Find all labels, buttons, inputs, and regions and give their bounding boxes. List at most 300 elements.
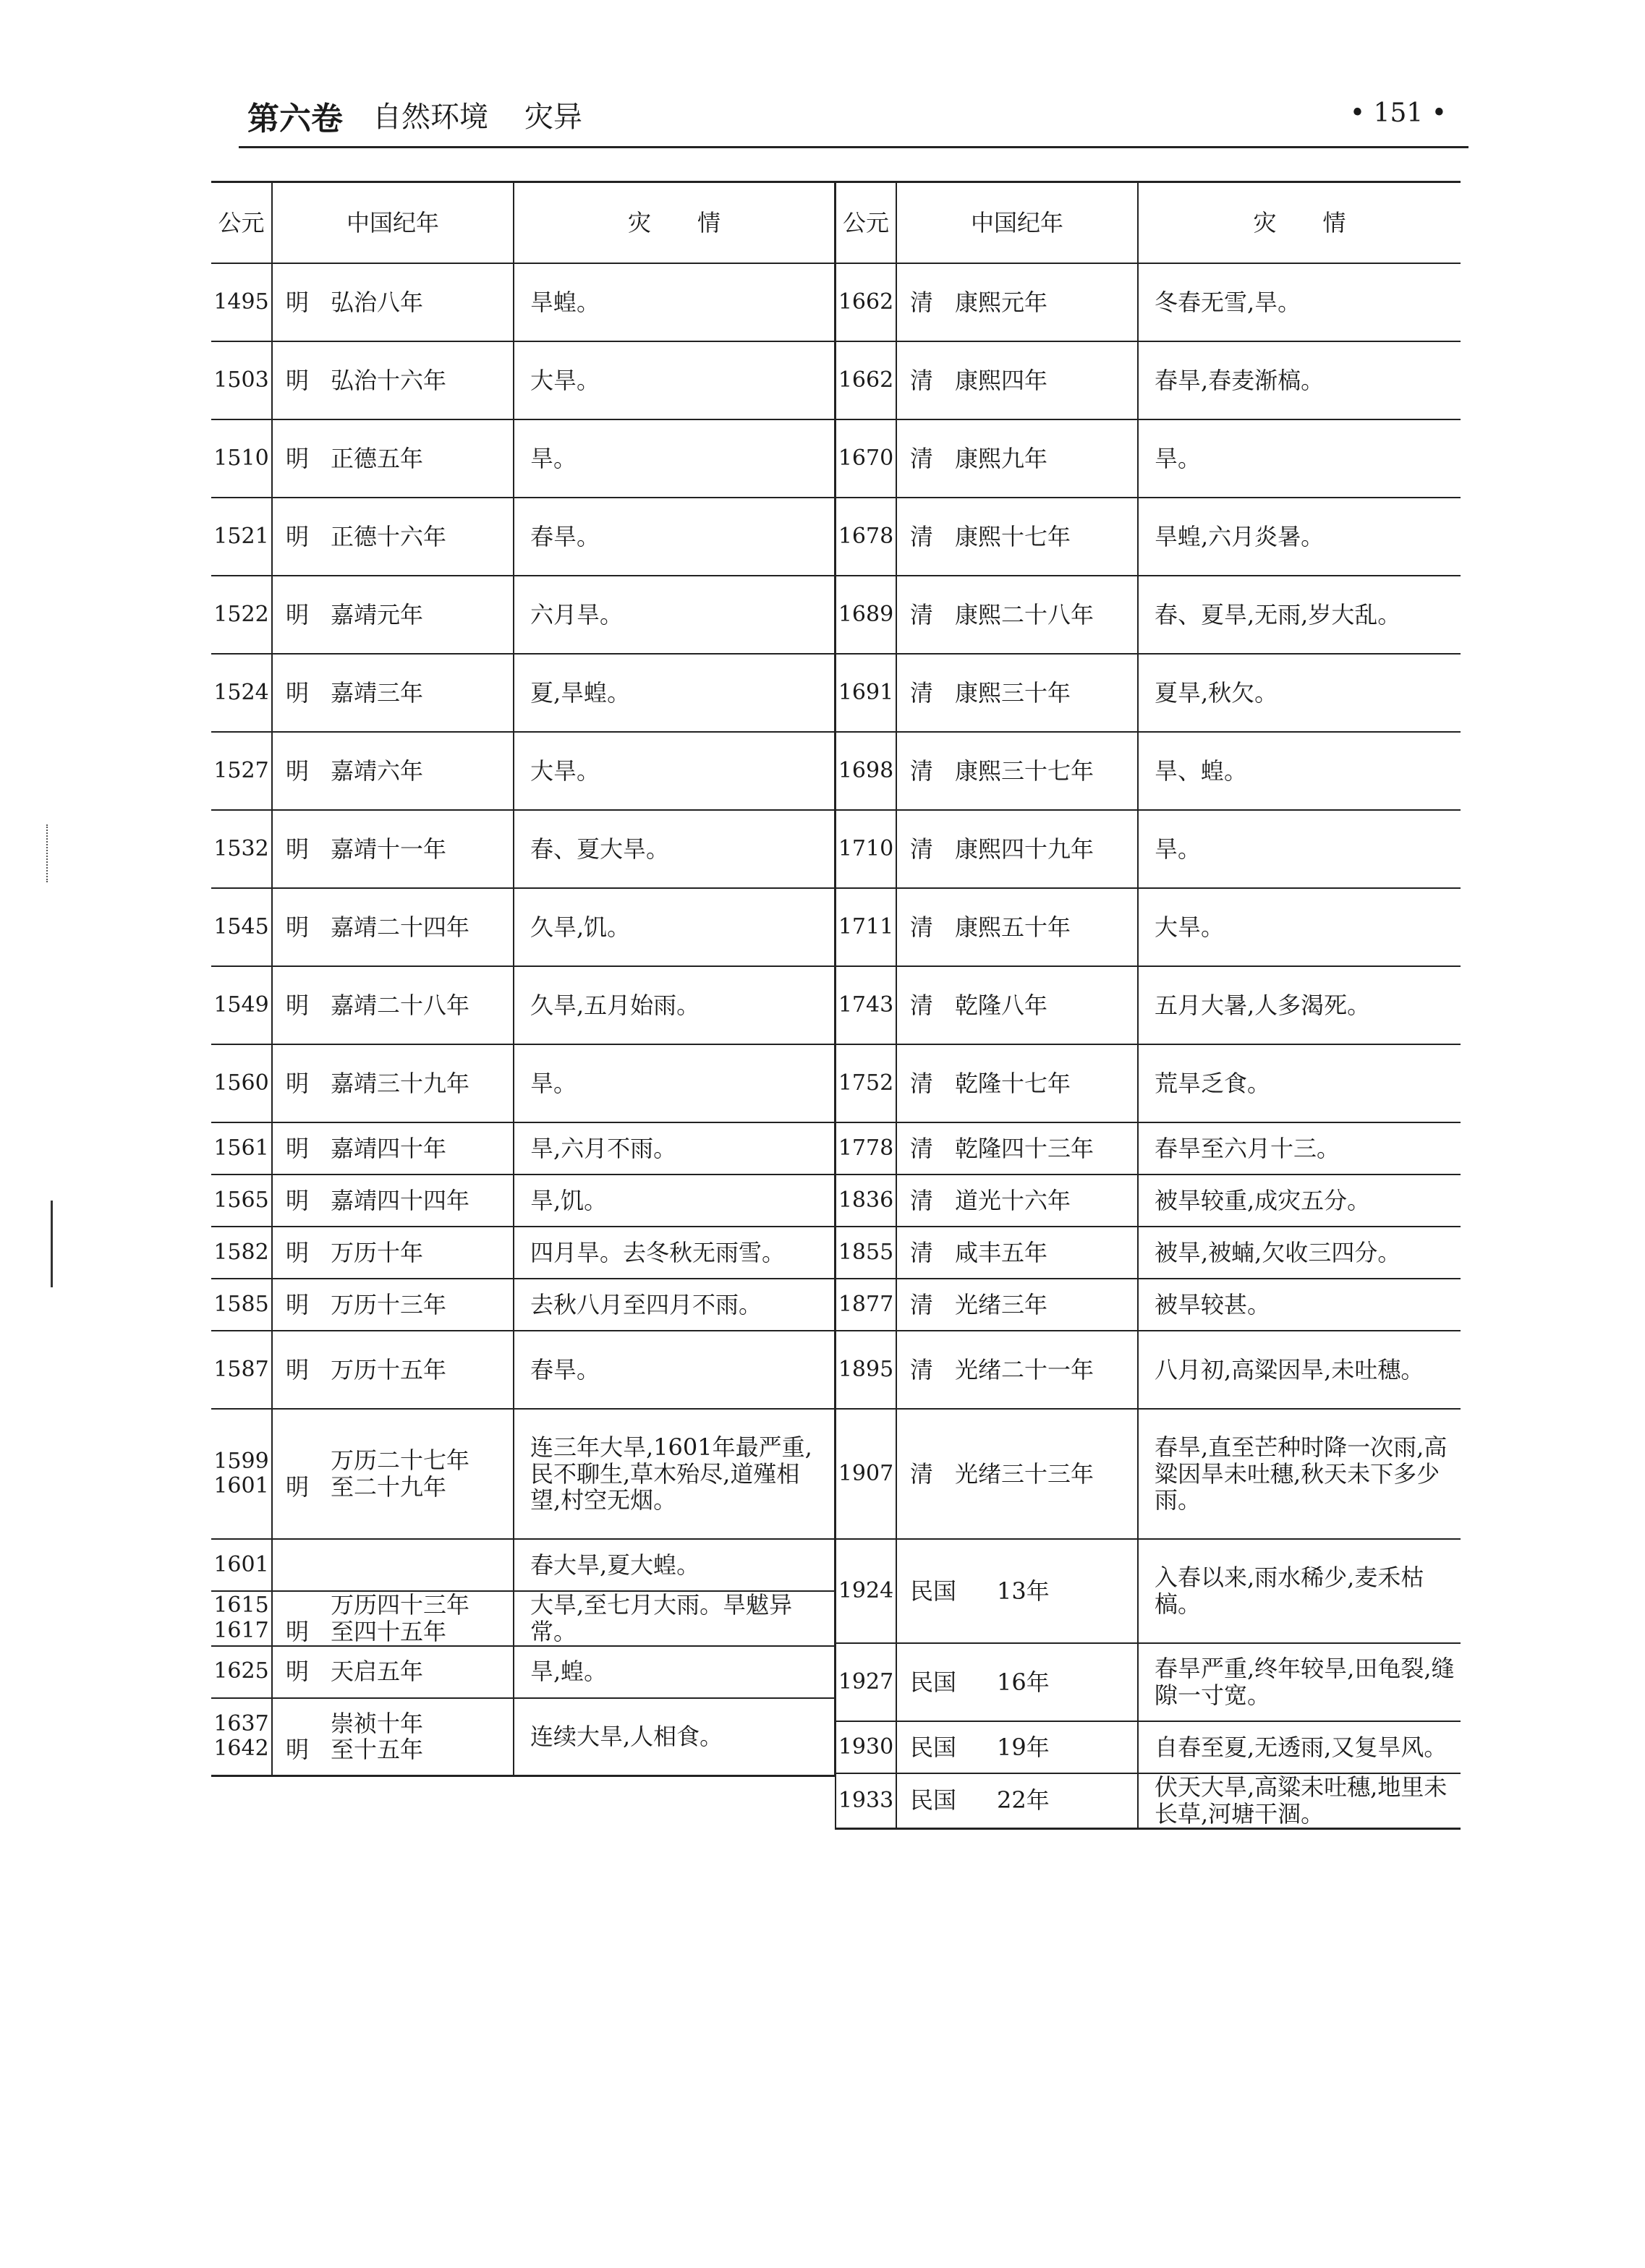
table-row [836, 1331, 1461, 1409]
year-value: 1545 [213, 913, 269, 939]
dynasty: 明 [286, 600, 310, 628]
dynasty: 清 [910, 1290, 934, 1318]
year-cell [836, 498, 896, 576]
dynasty: 明 [286, 991, 310, 1019]
header-rule [239, 146, 1468, 148]
dynasty: 明 [286, 444, 310, 472]
era-cell [896, 654, 1138, 732]
year-cell [211, 1044, 272, 1122]
disaster-text: 大旱。 [530, 756, 600, 785]
era-cell [272, 1409, 514, 1539]
year-cell [836, 1539, 896, 1643]
era-cell [272, 1646, 514, 1698]
disaster-text: 旱,蝗。 [530, 1658, 608, 1686]
disaster-cell [514, 966, 835, 1044]
reign-title: 嘉靖三十九年 [331, 1069, 470, 1097]
era-cell [272, 966, 514, 1044]
dynasty: 明 [286, 288, 310, 316]
dynasty: 清 [910, 522, 934, 550]
era-cell [896, 810, 1138, 888]
disaster-text: 旱。 [530, 444, 577, 472]
reign-title: 嘉靖元年 [331, 600, 424, 628]
year-cell [211, 1279, 272, 1331]
dynasty: 清 [910, 991, 934, 1019]
disaster-text: 春、夏大旱。 [530, 835, 670, 863]
table-row [836, 341, 1461, 419]
reign-title: 康熙三十七年 [955, 756, 1094, 785]
era-cell [896, 1539, 1138, 1643]
disaster-text: 春旱。 [530, 522, 600, 550]
disaster-cell [514, 1539, 835, 1591]
disaster-text: 五月大暑,人多渴死。 [1155, 991, 1371, 1019]
table-row [211, 576, 835, 654]
page-header [239, 93, 1468, 147]
reign-title: 嘉靖十一年 [331, 835, 447, 863]
subsection-title: 灾异 [524, 101, 582, 134]
dynasty: 清 [910, 835, 934, 863]
era-cell [896, 419, 1138, 498]
year-cell [836, 966, 896, 1044]
year-cell [836, 732, 896, 810]
disaster-cell [514, 1227, 835, 1279]
table-row [836, 654, 1461, 732]
era-cell [896, 1643, 1138, 1721]
dynasty: 清 [910, 444, 934, 472]
dynasty: 明 [286, 835, 310, 863]
col-header-year: 公元 [836, 182, 896, 264]
year-value: 1743 [838, 992, 894, 1018]
era-cell [896, 966, 1138, 1044]
dynasty: 清 [910, 1134, 934, 1162]
disaster-cell [1138, 1721, 1461, 1773]
era-cell [272, 1174, 514, 1227]
era-cell [272, 1044, 514, 1122]
reign-title: 嘉靖二十四年 [331, 913, 470, 941]
era-cell [896, 732, 1138, 810]
year-value: 1522 [213, 601, 269, 627]
year-value: 1549 [213, 992, 269, 1018]
table-row [836, 576, 1461, 654]
era-cell [272, 810, 514, 888]
disaster-table-left [211, 181, 836, 1777]
year-cell [211, 732, 272, 810]
dynasty: 民国 [910, 1733, 957, 1761]
year-cell [211, 1698, 272, 1776]
year-cell [836, 1409, 896, 1539]
year-cell [836, 341, 896, 419]
reign-title: 康熙九年 [955, 444, 1048, 472]
table-row [211, 419, 835, 498]
disaster-cell [1138, 1279, 1461, 1331]
year-value: 1585 [213, 1291, 269, 1317]
disaster-cell [1138, 498, 1461, 576]
year-cell [836, 888, 896, 966]
disaster-text: 春旱,春麦渐槁。 [1155, 366, 1325, 394]
year-value: 1662 [838, 289, 894, 315]
disaster-text: 旱,六月不雨。 [530, 1134, 677, 1162]
year-cell [211, 810, 272, 888]
year-cell [836, 263, 896, 341]
year-cell [836, 810, 896, 888]
year-value: 1599 1601 [213, 1448, 269, 1498]
disaster-cell [514, 888, 835, 966]
year-cell [211, 498, 272, 576]
year-value: 1565 [213, 1187, 269, 1213]
reign-title: 道光十六年 [955, 1186, 1071, 1214]
col-header-disaster: 灾 情 [1138, 182, 1461, 264]
reign-title: 乾隆八年 [955, 991, 1048, 1019]
era-cell [896, 1279, 1138, 1331]
year-value: 1601 [213, 1551, 269, 1577]
table-row [836, 1044, 1461, 1122]
col-header-era: 中国纪年 [272, 182, 514, 264]
year-value: 1907 [838, 1460, 894, 1486]
era-cell [272, 1591, 514, 1646]
disaster-text: 春旱严重,终年较旱,田龟裂,缝隙一寸宽。 [1155, 1655, 1455, 1709]
disaster-text: 被旱,被蝻,欠收三四分。 [1155, 1238, 1401, 1266]
page-number: • 151 • [1349, 98, 1447, 128]
era-cell [896, 1044, 1138, 1122]
scan-mark [46, 824, 52, 882]
year-cell [211, 654, 272, 732]
era-cell [896, 1122, 1138, 1174]
era-cell [896, 1409, 1138, 1539]
disaster-text: 四月旱。去冬秋无雨雪。 [530, 1238, 786, 1266]
table-row [836, 1279, 1461, 1331]
table-row [211, 1279, 835, 1331]
year-cell [211, 1122, 272, 1174]
table-row [836, 1539, 1461, 1643]
disaster-cell [514, 498, 835, 576]
reign-title: 康熙元年 [955, 288, 1048, 316]
year-cell [211, 1591, 272, 1646]
year-value: 1532 [213, 835, 269, 861]
table-row [836, 1773, 1461, 1828]
disaster-cell [1138, 576, 1461, 654]
year-cell [211, 419, 272, 498]
disaster-text: 大旱。 [530, 366, 600, 394]
table-row [211, 1591, 835, 1646]
year-cell [836, 1279, 896, 1331]
year-cell [836, 1044, 896, 1122]
reign-title: 万历十五年 [331, 1355, 447, 1384]
dynasty: 清 [910, 1355, 934, 1384]
table-row [836, 810, 1461, 888]
year-cell [836, 654, 896, 732]
dynasty: 明 [286, 1736, 310, 1764]
disaster-cell [1138, 1331, 1461, 1409]
year-value: 1587 [213, 1356, 269, 1382]
table-row [211, 810, 835, 888]
reign-title: 康熙四十九年 [955, 835, 1094, 863]
year-value: 1924 [838, 1577, 894, 1603]
disaster-cell [514, 732, 835, 810]
year-cell [211, 341, 272, 419]
dynasty: 明 [286, 366, 310, 394]
disaster-text: 旱蝗。 [530, 288, 600, 316]
disaster-cell [514, 1646, 835, 1698]
dynasty: 明 [286, 913, 310, 941]
dynasty: 清 [910, 1186, 934, 1214]
dynasty: 清 [910, 913, 934, 941]
year-cell [836, 1721, 896, 1773]
year-value: 1527 [213, 757, 269, 783]
dynasty: 明 [286, 1069, 310, 1097]
reign-title: 康熙三十年 [955, 678, 1071, 707]
disaster-text: 旱。 [1155, 835, 1202, 863]
disaster-text: 入春以来,雨水稀少,麦禾枯槁。 [1155, 1564, 1424, 1618]
era-cell [272, 1279, 514, 1331]
table-row [211, 1698, 835, 1776]
table-row [836, 263, 1461, 341]
year-value: 1521 [213, 523, 269, 549]
disaster-text: 连三年大旱,1601年最严重,民不聊生,草木殆尽,道殣相望,村空无烟。 [530, 1433, 812, 1514]
year-cell [211, 263, 272, 341]
disaster-cell [1138, 1122, 1461, 1174]
year-value: 1662 [838, 367, 894, 393]
disaster-cell [514, 576, 835, 654]
table-row [211, 888, 835, 966]
disaster-text: 春旱,直至芒种时降一次雨,高粱因旱未吐穗,秋天未下多少雨。 [1155, 1433, 1448, 1514]
table-row [211, 654, 835, 732]
disaster-cell [514, 1591, 835, 1646]
disaster-text: 冬春无雪,旱。 [1155, 288, 1301, 316]
era-cell [272, 1122, 514, 1174]
year-value: 1678 [838, 523, 894, 549]
disaster-table-right [835, 181, 1461, 1830]
dynasty: 明 [286, 756, 310, 785]
disaster-text: 伏天大旱,高粱未吐穗,地里未长草,河塘干涸。 [1155, 1773, 1448, 1828]
era-cell [896, 888, 1138, 966]
year-cell [836, 576, 896, 654]
year-cell [836, 1643, 896, 1721]
disaster-text: 被旱较甚。 [1155, 1290, 1271, 1318]
era-cell [272, 732, 514, 810]
era-cell [896, 1773, 1138, 1828]
disaster-text: 春、夏旱,无雨,岁大乱。 [1155, 600, 1401, 628]
reign-title: 崇祯十年 至十五年 [331, 1709, 424, 1764]
table-row [211, 732, 835, 810]
year-value: 1877 [838, 1291, 894, 1317]
year-value: 1524 [213, 679, 269, 705]
disaster-cell [514, 1409, 835, 1539]
disaster-text: 被旱较重,成灾五分。 [1155, 1186, 1371, 1214]
year-cell [211, 1174, 272, 1227]
year-value: 1689 [838, 601, 894, 627]
era-cell [272, 1698, 514, 1776]
year-cell [836, 419, 896, 498]
dynasty: 明 [286, 1238, 310, 1266]
year-value: 1615 1617 [213, 1593, 269, 1643]
reign-title: 22年 [997, 1786, 1050, 1815]
dynasty: 民国 [910, 1577, 957, 1605]
year-value: 1495 [213, 289, 269, 315]
disaster-text: 旱。 [1155, 444, 1202, 472]
col-header-year: 公元 [211, 182, 272, 264]
era-cell [896, 498, 1138, 576]
disaster-text: 春大旱,夏大蝗。 [530, 1551, 700, 1579]
year-value: 1933 [838, 1787, 894, 1813]
dynasty: 清 [910, 1069, 934, 1097]
disaster-cell [514, 1279, 835, 1331]
dynasty: 清 [910, 600, 934, 628]
era-cell [896, 341, 1138, 419]
table-row [836, 1227, 1461, 1279]
era-cell [272, 263, 514, 341]
disaster-cell [1138, 1044, 1461, 1122]
reign-title: 万历十三年 [331, 1290, 447, 1318]
disaster-text: 旱,饥。 [530, 1186, 608, 1214]
era-cell [272, 654, 514, 732]
year-cell [211, 1331, 272, 1409]
disaster-cell [514, 1331, 835, 1409]
reign-title: 乾隆四十三年 [955, 1134, 1094, 1162]
reign-title: 正德五年 [331, 444, 424, 472]
disaster-cell [514, 654, 835, 732]
year-cell [211, 888, 272, 966]
disaster-cell [514, 810, 835, 888]
disaster-cell [1138, 1539, 1461, 1643]
volume-title: 第六卷 [247, 101, 343, 137]
era-cell [272, 419, 514, 498]
dynasty: 明 [286, 1658, 310, 1686]
disaster-cell [514, 1044, 835, 1122]
reign-title: 16年 [997, 1668, 1050, 1696]
table-row [211, 1331, 835, 1409]
reign-title: 弘治十六年 [331, 366, 447, 394]
reign-title: 19年 [997, 1733, 1050, 1761]
year-value: 1752 [838, 1070, 894, 1096]
disaster-cell [1138, 732, 1461, 810]
table-row [836, 1721, 1461, 1773]
reign-title: 嘉靖四十四年 [331, 1186, 470, 1214]
disaster-text: 荒旱乏食。 [1155, 1069, 1271, 1097]
dynasty: 明 [286, 1617, 310, 1645]
reign-title: 光绪三十三年 [955, 1459, 1094, 1488]
disaster-cell [514, 1174, 835, 1227]
disaster-text: 旱、蝗。 [1155, 756, 1248, 785]
table-row [211, 1174, 835, 1227]
disaster-cell [514, 1122, 835, 1174]
disaster-text: 去秋八月至四月不雨。 [530, 1290, 762, 1318]
year-cell [211, 1646, 272, 1698]
disaster-text: 春旱至六月十三。 [1155, 1134, 1340, 1162]
table-row [836, 732, 1461, 810]
table-row [211, 1122, 835, 1174]
dynasty: 清 [910, 366, 934, 394]
year-value: 1930 [838, 1734, 894, 1760]
year-value: 1510 [213, 445, 269, 471]
dynasty: 清 [910, 756, 934, 785]
disaster-cell [1138, 810, 1461, 888]
year-value: 1927 [838, 1668, 894, 1694]
dynasty: 明 [286, 678, 310, 707]
disaster-text: 大旱,至七月大雨。旱魃异常。 [530, 1591, 793, 1645]
year-value: 1561 [213, 1135, 269, 1161]
year-value: 1836 [838, 1187, 894, 1213]
table-row [211, 1044, 835, 1122]
era-cell [272, 888, 514, 966]
reign-title: 万历四十三年 至四十五年 [331, 1591, 470, 1645]
disaster-text: 旱。 [530, 1069, 577, 1097]
era-cell [272, 1539, 514, 1591]
dynasty: 清 [910, 1238, 934, 1266]
dynasty: 民国 [910, 1786, 957, 1815]
year-value: 1698 [838, 757, 894, 783]
table-row [836, 1174, 1461, 1227]
year-cell [211, 1409, 272, 1539]
era-cell [272, 498, 514, 576]
disaster-text: 八月初,高粱因旱,未吐穗。 [1155, 1355, 1424, 1384]
table-row [211, 966, 835, 1044]
disaster-cell [1138, 341, 1461, 419]
year-value: 1778 [838, 1135, 894, 1161]
reign-title: 康熙五十年 [955, 913, 1071, 941]
table-row [836, 498, 1461, 576]
year-cell [211, 966, 272, 1044]
reign-title: 康熙二十八年 [955, 600, 1094, 628]
era-cell [896, 1174, 1138, 1227]
table-row [836, 966, 1461, 1044]
disaster-text: 春旱。 [530, 1355, 600, 1384]
year-cell [836, 1227, 896, 1279]
table-row [211, 1227, 835, 1279]
disaster-cell [1138, 1643, 1461, 1721]
disaster-text: 旱蝗,六月炎暑。 [1155, 522, 1325, 550]
dynasty: 民国 [910, 1668, 957, 1696]
disaster-cell [514, 341, 835, 419]
table-row [211, 1646, 835, 1698]
reign-title: 嘉靖四十年 [331, 1134, 447, 1162]
disaster-text: 连续大旱,人相食。 [530, 1722, 723, 1750]
year-value: 1503 [213, 367, 269, 393]
disaster-text: 夏,旱蝗。 [530, 678, 631, 707]
era-cell [896, 263, 1138, 341]
disaster-cell [514, 419, 835, 498]
year-value: 1895 [838, 1356, 894, 1382]
disaster-text: 自春至夏,无透雨,又复旱风。 [1155, 1733, 1448, 1761]
year-value: 1691 [838, 679, 894, 705]
reign-title: 康熙四年 [955, 366, 1048, 394]
reign-title: 正德十六年 [331, 522, 447, 550]
year-cell [211, 1227, 272, 1279]
reign-title: 弘治八年 [331, 288, 424, 316]
year-value: 1711 [838, 913, 894, 939]
year-value: 1855 [838, 1239, 894, 1265]
year-value: 1670 [838, 445, 894, 471]
reign-title: 嘉靖二十八年 [331, 991, 470, 1019]
dynasty: 明 [286, 1186, 310, 1214]
disaster-cell [1138, 966, 1461, 1044]
disaster-cell [1138, 1174, 1461, 1227]
year-cell [211, 1539, 272, 1591]
disaster-cell [1138, 888, 1461, 966]
table-row [211, 498, 835, 576]
reign-title: 13年 [997, 1577, 1050, 1605]
dynasty: 清 [910, 1459, 934, 1488]
era-cell [896, 1331, 1138, 1409]
year-value: 1582 [213, 1239, 269, 1265]
reign-title: 嘉靖三年 [331, 678, 424, 707]
table-row [836, 419, 1461, 498]
disaster-cell [1138, 1773, 1461, 1828]
disaster-text: 大旱。 [1155, 913, 1225, 941]
dynasty: 明 [286, 1355, 310, 1384]
disaster-text: 久旱,五月始雨。 [530, 991, 700, 1019]
era-cell [896, 1721, 1138, 1773]
year-value: 1625 [213, 1658, 269, 1684]
reign-title: 乾隆十七年 [955, 1069, 1071, 1097]
